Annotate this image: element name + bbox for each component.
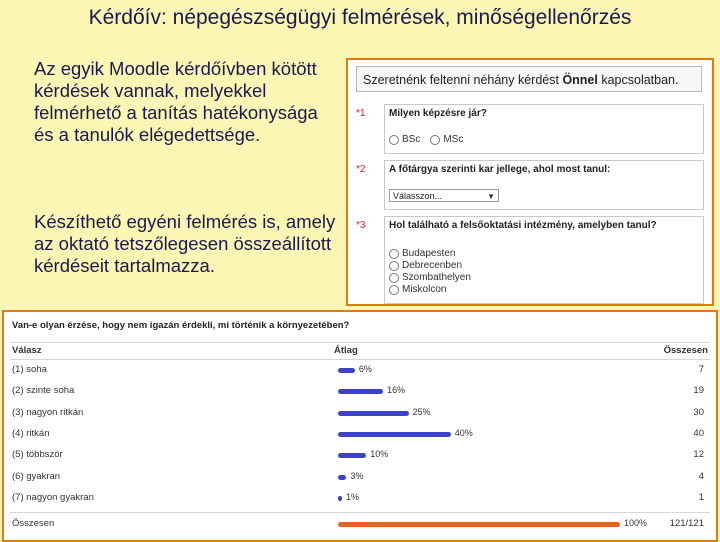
results-header-row [10,342,710,360]
option-label: Szombathelyen [402,272,471,283]
percent-label: 16% [387,385,406,396]
option-label: Debrecenben [402,260,463,271]
question-number: *3 [356,220,366,231]
question-3 [384,216,704,304]
table-row [4,492,716,506]
column-header-average: Átlag [334,345,358,356]
answer-count: 1 [698,491,704,503]
summary-bar [338,522,620,527]
table-row [4,407,716,421]
percent-label: 3% [350,470,364,481]
divider [10,512,710,513]
percent-bar [338,432,451,437]
question-number: *2 [356,164,366,175]
paragraph-moodle-questionnaire: Az egyik Moodle kérdőívben kötött kérdések vannak, melyekkel felmérhető a tanítás hatékonysága és a tanulók elégedettsége. [34,58,318,145]
survey-header-bold: Önnel [562,73,598,87]
question-2 [384,160,704,210]
answer-count: 7 [698,364,704,375]
answer-count: 4 [698,470,704,482]
option-debrecen[interactable] [385,260,703,272]
table-row [4,449,716,463]
answer-label: (6) gyakran [12,470,61,482]
radio-button-icon[interactable] [389,135,399,145]
table-row [4,428,716,442]
option-bsc[interactable] [389,134,420,146]
summary-label: Összesen [12,518,55,529]
percent-bar [338,453,366,458]
percent-bar [338,389,383,394]
percent-label: 10% [370,449,389,460]
percent-label: 40% [454,427,473,438]
option-label: MSc [443,134,464,145]
answer-label: (7) nagyon gyakran [12,491,94,503]
summary-percent: 100% [624,518,648,528]
answer-label: (3) nagyon ritkán [12,406,84,418]
chevron-down-icon[interactable]: ▼ [487,192,495,201]
select-value: Válasszon... [393,191,443,201]
survey-header-prefix: Szeretnénk feltenni néhány kérdést [363,73,563,87]
page-title: Kérdőív: népegészségügyi felmérések, minőségellenőrzés [88,6,632,29]
answer-count: 12 [693,449,704,461]
column-header-answer: Válasz [12,345,42,356]
column-header-total: Összesen [663,345,708,356]
option-szombathely[interactable] [385,272,703,284]
table-row [4,385,716,399]
faculty-select[interactable] [389,189,499,202]
option-msc[interactable] [430,134,463,146]
question-text: Hol található a felsőoktatási intézmény, amelyben tanul? [389,220,657,231]
option-label: Miskolcon [402,284,447,295]
summary-row [4,518,716,532]
question-text: Milyen képzésre jár? [389,108,487,119]
answer-label: (1) soha [12,364,47,375]
radio-button-icon[interactable] [389,273,399,283]
survey-results-screenshot [2,310,718,542]
survey-header-suffix: kapcsolatban. [597,73,679,87]
percent-label: 1% [346,491,360,502]
answer-label: (2) szinte soha [12,385,75,397]
survey-form-screenshot [346,58,714,306]
question-1 [384,104,704,154]
percent-bar [338,475,346,480]
table-row [4,364,716,378]
radio-button-icon[interactable] [389,249,399,259]
option-label: BSc [402,134,421,145]
summary-count: 121/121 [669,518,704,529]
answer-count: 19 [693,385,704,397]
percent-bar [338,496,342,501]
table-row [4,471,716,485]
radio-button-icon[interactable] [389,285,399,295]
radio-button-icon[interactable] [430,135,440,145]
paragraph-custom-survey: Készíthető egyéni felmérés is, amely az oktató tetszőlegesen összeállított kérdéseit tartalmazza. [34,211,336,276]
answer-label: (5) többször [12,449,63,461]
survey-header [356,66,702,92]
option-miskolc[interactable] [385,284,703,296]
radio-button-icon[interactable] [389,261,399,271]
question-number: *1 [356,108,366,119]
option-label: Budapesten [402,248,456,259]
answer-label: (4) ritkán [12,427,50,439]
results-question: Van-e olyan érzése, hogy nem igazán érdekli, mi történik a környezetében? [12,320,350,331]
percent-bar [338,368,355,373]
option-budapest[interactable] [385,248,703,260]
percent-label: 25% [412,406,431,417]
question-text: A főtárgya szerinti kar jellege, ahol most tanul: [389,164,611,175]
answer-count: 40 [693,427,704,439]
percent-label: 6% [358,364,372,374]
answer-count: 30 [693,406,704,418]
percent-bar [338,411,409,416]
